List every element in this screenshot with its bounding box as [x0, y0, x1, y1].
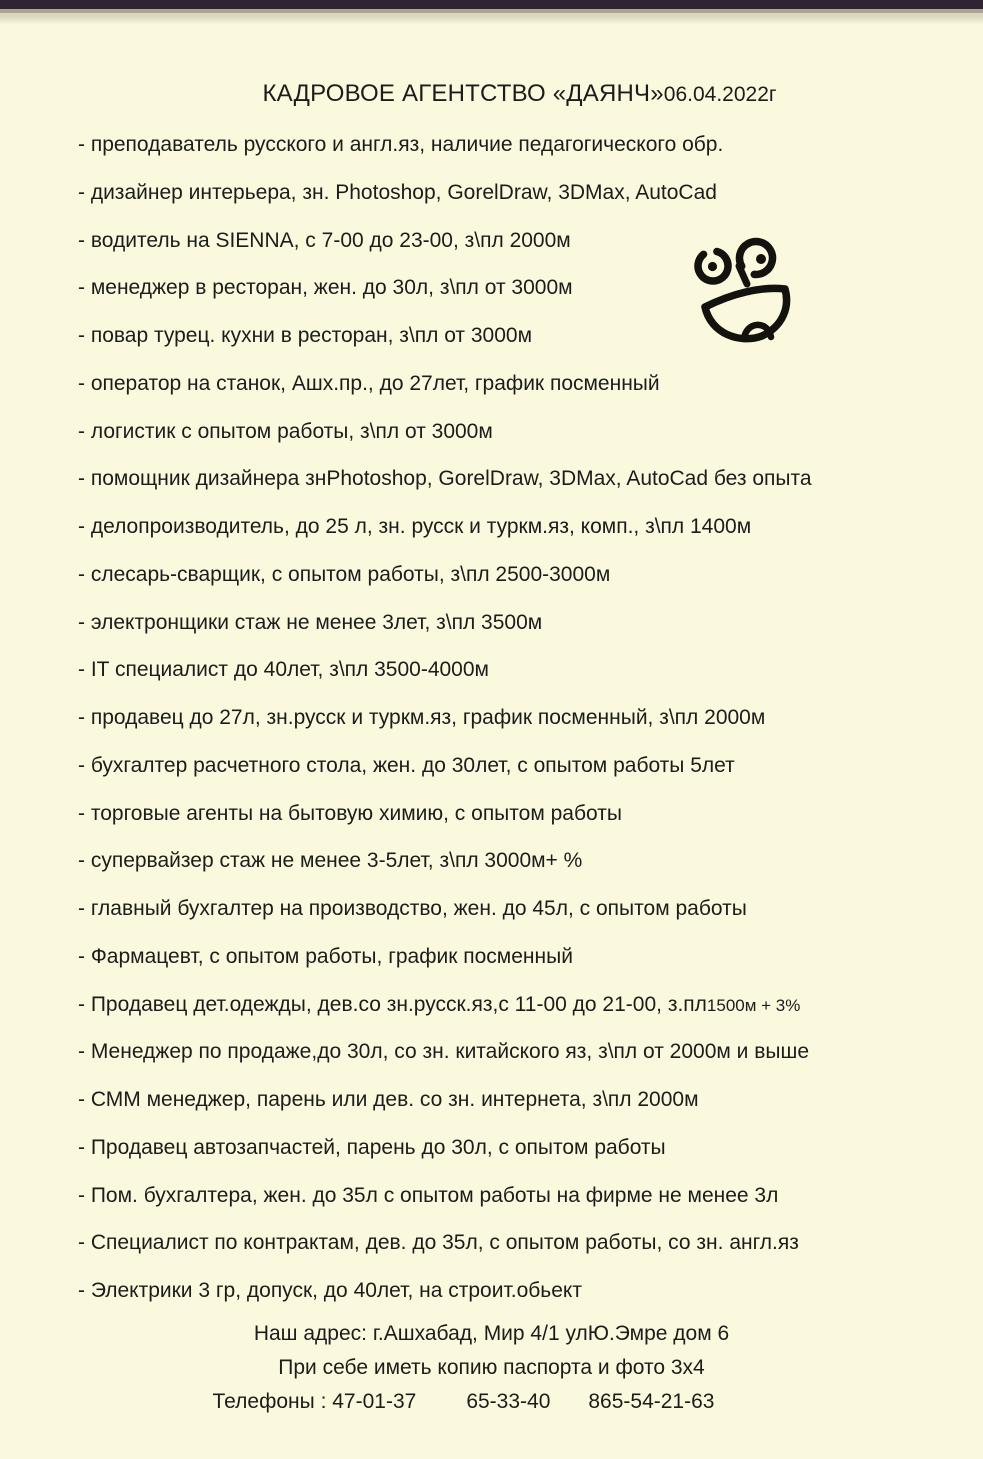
- job-listing-item: [78, 121, 968, 169]
- phone-number-3: 865-54-21-63: [588, 1390, 715, 1413]
- job-listing-item: [78, 169, 968, 217]
- job-listing-item: [78, 599, 968, 647]
- job-listing-item: [78, 742, 968, 790]
- job-listing-item: [78, 1124, 968, 1172]
- job-listing-item: [78, 264, 968, 312]
- page-title: [28, 80, 983, 108]
- job-listing-item: [78, 694, 968, 742]
- doodle-left-pupil: [708, 262, 717, 271]
- smiley-face-doodle: [683, 227, 803, 355]
- job-text: - слесарь-сварщик, с опытом работы, з\пл 2500-3000м: [78, 562, 611, 586]
- flyer-date: 06.04.2022г: [663, 83, 777, 106]
- job-text: - электронщики стаж не менее 3лет, з\пл 3500м: [78, 610, 543, 634]
- job-text: - продавец до 27л, зн.русск и туркм.яз, график посменный, з\пл 2000м: [78, 706, 766, 729]
- job-text: - дизайнер интерьера, зн. Photoshop, GorelDraw, 3DMax, AutoCad: [78, 180, 717, 204]
- job-text: - бухгалтер расчетного стола, жен. до 30лет, с опытом работы 5лет: [78, 753, 735, 777]
- job-listing-item: [78, 551, 968, 599]
- job-text: - Специалист по контрактам, дев. до 35л, с опытом работы, со зн. англ.яз: [78, 1231, 799, 1255]
- job-listing-item: [78, 312, 968, 360]
- agency-title: КАДРОВОЕ АГЕНТСТВО «ДАЯНЧ»: [262, 80, 664, 107]
- job-text: - Фармацевт, с опытом работы, график посменный: [78, 944, 573, 968]
- job-listing-item: [78, 933, 968, 981]
- job-listing-item: [78, 1219, 968, 1267]
- job-text: - Продавец дет.одежды, дев.со зн.русск.яз,с 11-00 до 21-00, з.пл: [78, 992, 707, 1016]
- top-edge-shadow: [0, 9, 983, 25]
- job-text: - логистик с опытом работы, з\пл от 3000м: [78, 419, 493, 443]
- job-text: - Продавец автозапчастей, парень до 30л, с опытом работы: [78, 1135, 666, 1159]
- doodle-right-pupil: [756, 254, 766, 264]
- job-text: - помощник дизайнера знPhotoshop, GorelDraw, 3DMax, AutoCad без опыта: [78, 467, 812, 491]
- footer-note: При себе иметь копию паспорта и фото 3х4: [278, 1356, 705, 1379]
- phone-number-2: 65-33-40: [466, 1390, 551, 1413]
- job-text: - СММ менеджер, парень или дев. со зн. интернета, з\пл 2000м: [78, 1088, 699, 1111]
- footer: [0, 1319, 983, 1421]
- job-text: - главный бухгалтер на производство, жен. до 45л, с опытом работы: [78, 897, 747, 920]
- footer-address: Наш адрес: г.Ашхабад, Мир 4/1 улЮ.Эмре дом 6: [253, 1322, 730, 1345]
- phone-number-1: 47-01-37: [332, 1390, 417, 1413]
- footer-phones: [0, 1387, 955, 1421]
- job-text: - делопроизводитель, до 25 л, зн. русск и туркм.яз, комп., з\пл 1400м: [78, 515, 752, 538]
- job-listing-item: [78, 503, 968, 551]
- job-listing-item: [78, 217, 968, 265]
- job-text: - менеджер в ресторан, жен. до 30л, з\пл от 3000м: [78, 276, 573, 300]
- job-listing-item: [78, 981, 968, 1029]
- job-listing-item: [78, 837, 968, 885]
- job-listing-item: [78, 790, 968, 838]
- job-text: - повар турец. кухни в ресторан, з\пл от 3000м: [78, 324, 533, 347]
- job-text: - Менеджер по продаже,до 30л, со зн. китайского яз, з\пл от 2000м и выше: [78, 1040, 810, 1064]
- job-text: - Пом. бухгалтера, жен. до 35л с опытом работы на фирме не менее 3л: [78, 1183, 779, 1207]
- job-text: - торговые агенты на бытовую химию, с опытом работы: [78, 801, 622, 825]
- doodle-nose: [739, 266, 747, 284]
- job-text: - водитель на SIENNA, с 7-00 до 23-00, з\пл 2000м: [78, 228, 571, 252]
- job-listing-item: [78, 1172, 968, 1220]
- job-text-small: 1500м + 3%: [706, 995, 801, 1015]
- job-listing-item: [78, 455, 968, 503]
- phones-label: Телефоны :: [212, 1390, 333, 1413]
- job-listing-item: [78, 646, 968, 694]
- job-listing-item: [78, 1076, 968, 1124]
- job-listing-item: [78, 1267, 968, 1315]
- job-listing-item: [78, 360, 968, 408]
- job-text: - IT специалист до 40лет, з\пл 3500-4000м: [78, 658, 489, 682]
- job-text: - Электрики 3 гр, допуск, до 40лет, на строит.обьект: [78, 1279, 582, 1302]
- job-text: - супервайзер стаж не менее 3-5лет, з\пл 3000м+ %: [78, 849, 583, 873]
- job-list: [78, 121, 968, 1315]
- job-listing-item: [78, 1028, 968, 1076]
- job-text: - преподаватель русского и англ.яз, наличие педагогического обр.: [78, 133, 724, 156]
- job-listing-item: [78, 408, 968, 456]
- top-edge-bar: [0, 0, 983, 9]
- job-text: - оператор на станок, Ашх.пр., до 27лет, график посменный: [78, 371, 660, 395]
- job-listing-item: [78, 885, 968, 933]
